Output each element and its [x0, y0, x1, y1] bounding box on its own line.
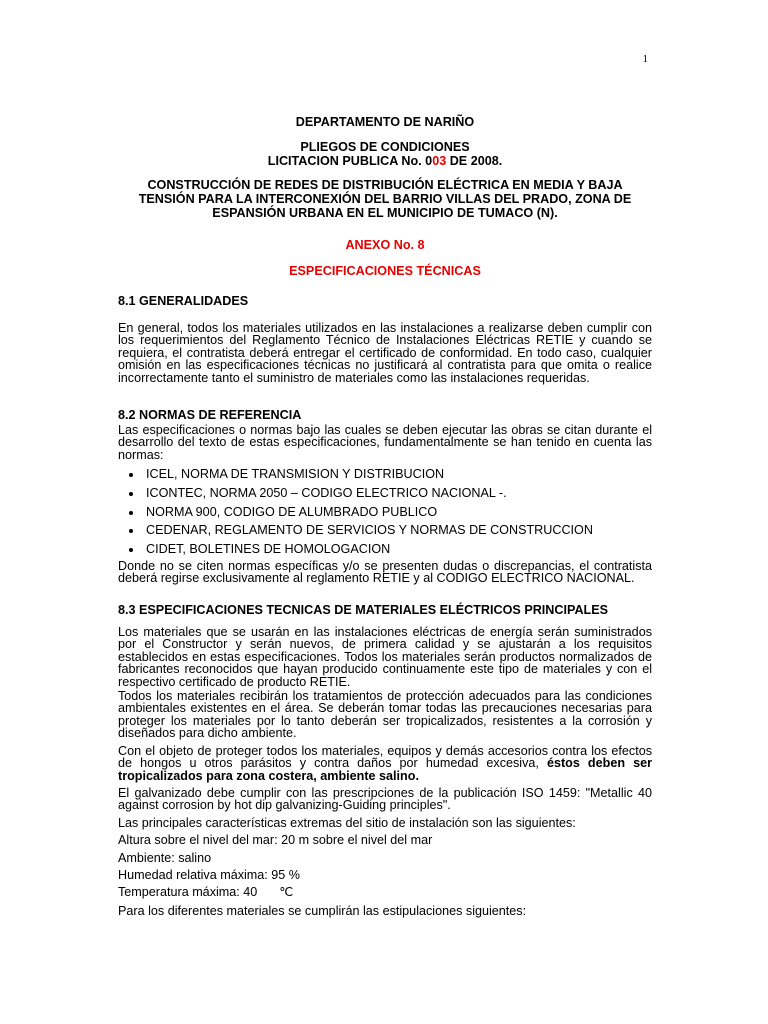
list-item: NORMA 900, CODIGO DE ALUMBRADO PUBLICO — [118, 506, 652, 519]
project-title: CONSTRUCCIÓN DE REDES DE DISTRIBUCIÓN ELÉCTRICA EN MEDIA Y BAJA TENSIÓN PARA LA INTERCONEXIÓN DEL BARRIO VILLAS DEL PRADO, ZONA DE ESPANSIÓN URBANA EN EL MUNICIPIO DE TUMACO (N). — [138, 178, 632, 220]
list-item: CIDET, BOLETINES DE HOMOLOGACION — [118, 543, 652, 556]
section-8-1-heading: 8.1 GENERALIDADES — [118, 294, 249, 308]
section-8-3-paragraph-4: El galvanizado debe cumplir con las prescripciones de la publicación ISO 1459: "Metallic 40 against corrosion by hot dip galvanizing-Guiding principles". — [118, 786, 652, 813]
section-8-3-paragraph-1: Los materiales que se usarán en las instalaciones eléctricas de energía serán suministrados por el Constructor y serán nuevos, de primera calidad y se ajustarán a los requisitos establecidos en estas especificaciones. Todos los materiales serán productos normalizados de fabricantes reconocidos que hayan producido continuamente este tipo de materiales y con el respectivo certificado de producto RETIE. — [118, 625, 652, 689]
section-8-3-paragraph-3 — [118, 745, 652, 782]
section-8-1-paragraph: En general, todos los materiales utilizados en las instalaciones a realizarse deben cumplir con los requerimientos del Reglamento Técnico de Instalaciones Eléctricas RETIE y cuando se requiera, el contratista deberá entregar el certificado de conformidad. En todo caso, cualquier omisión en las especificaciones técnicas no justificará al contratista para que omita o realice incorrectamente tanto el suministro de materiales como las instalaciones requeridas. — [118, 321, 652, 385]
site-humidity: Humedad relativa máxima: 95 % — [118, 868, 300, 882]
page-number: 1 — [642, 53, 648, 65]
section-8-3-paragraph-2: Todos los materiales recibirán los tratamientos de protección adecuados para las condiciones ambientales existentes en el área. Se deberán tomar todas las precauciones necesarias para proteger los materiales por lo tanto deberán ser tropicalizados, resistentes a la corrosión y diseñados para dicho ambiente. — [118, 689, 652, 741]
site-temperature — [118, 886, 652, 898]
list-item: ICONTEC, NORMA 2050 – CODIGO ELECTRICO NACIONAL -. — [118, 487, 652, 500]
site-altitude: Altura sobre el nivel del mar: 20 m sobre el nivel del mar — [118, 833, 433, 847]
section-8-2-outro: Donde no se citen normas específicas y/o se presenten dudas o discrepancias, el contratista deberá regirse exclusivamente al reglamento RETIE y al CODIGO ELECTRICO NACIONAL. — [118, 559, 652, 586]
section-8-3-paragraph-6: Para los diferentes materiales se cumplirán las estipulaciones siguientes: — [118, 904, 527, 918]
paragraph-3-text: Con el objeto de proteger todos los materiales, equipos y demás accesorios contra los efectos de hongos u otros parásitos y contra daños por humedad excesiva, — [118, 744, 652, 771]
section-8-3-heading: 8.3 ESPECIFICACIONES TECNICAS DE MATERIALES ELÉCTRICOS PRINCIPALES — [118, 603, 609, 617]
department-title: DEPARTAMENTO DE NARIÑO — [295, 115, 475, 129]
section-8-2-heading: 8.2 NORMAS DE REFERENCIA — [118, 408, 302, 422]
section-8-2-intro: Las especificaciones o normas bajo las cuales se deben ejecutar las obras se citan durante el desarrollo del texto de estas especificaciones, fundamentalmente se han tenido en cuenta las normas: — [118, 423, 652, 462]
pliegos-title: PLIEGOS DE CONDICIONES — [300, 140, 470, 154]
anexo-title: ANEXO No. 8 — [345, 238, 425, 252]
licitacion-prefix: LICITACION PUBLICA No. 0 — [267, 154, 433, 168]
section-8-3-paragraph-5: Las principales características extremas del sitio de instalación son las siguientes: — [118, 816, 576, 830]
list-item: CEDENAR, REGLAMENTO DE SERVICIOS Y NORMAS DE CONSTRUCCION — [118, 524, 652, 537]
temperature-label: Temperatura máxima: 40 — [118, 885, 258, 899]
specs-title: ESPECIFICACIONES TÉCNICAS — [289, 264, 481, 278]
site-environment: Ambiente: salino — [118, 851, 212, 865]
licitacion-suffix: DE 2008. — [446, 154, 503, 168]
licitacion-title — [118, 154, 652, 168]
temperature-unit: ℃ — [279, 885, 294, 899]
list-item: ICEL, NORMA DE TRANSMISION Y DISTRIBUCION — [118, 468, 652, 481]
licitacion-number: 03 — [432, 154, 447, 168]
norms-list — [118, 468, 652, 562]
paragraph-3-bold-text: éstos deben ser tropicalizados para zona costera, ambiente salino. — [118, 756, 652, 783]
